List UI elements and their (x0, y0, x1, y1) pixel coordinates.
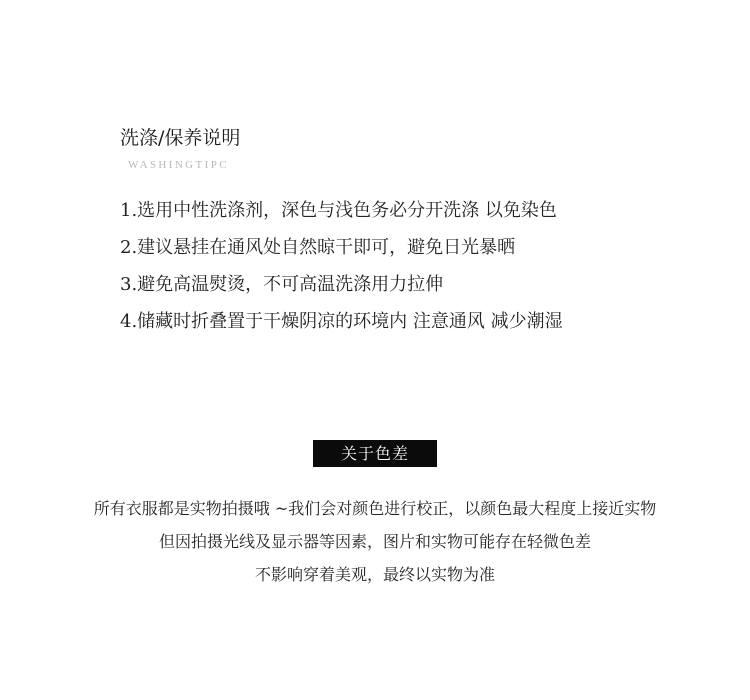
care-subtitle: WASHINGTIPC (128, 159, 229, 171)
care-title: 洗涤/保养说明 (120, 127, 241, 149)
care-item: 3.避免高温熨烫，不可高温洗涤用力拉伸 (120, 274, 444, 295)
color-difference-badge: 关于色差 (313, 440, 437, 467)
color-difference-line: 但因拍摄光线及显示器等因素，图片和实物可能存在轻微色差 (158, 532, 591, 551)
care-instructions-section (120, 124, 680, 340)
color-difference-line: 所有衣服都是实物拍摄哦 ~我们会对颜色进行校正，以颜色最大程度上接近实物 (93, 499, 657, 518)
color-difference-line: 不影响穿着美观，最终以实物为准 (254, 565, 495, 584)
color-difference-section (0, 440, 750, 591)
care-item: 1.选用中性洗涤剂，深色与浅色务必分开洗涤 以免染色 (120, 200, 557, 221)
care-list (120, 192, 680, 340)
color-difference-text (0, 492, 750, 591)
care-item: 4.储藏时折叠置于干燥阴凉的环境内 注意通风 减少潮湿 (120, 311, 563, 332)
care-item: 2.建议悬挂在通风处自然晾干即可，避免日光暴晒 (120, 237, 516, 258)
